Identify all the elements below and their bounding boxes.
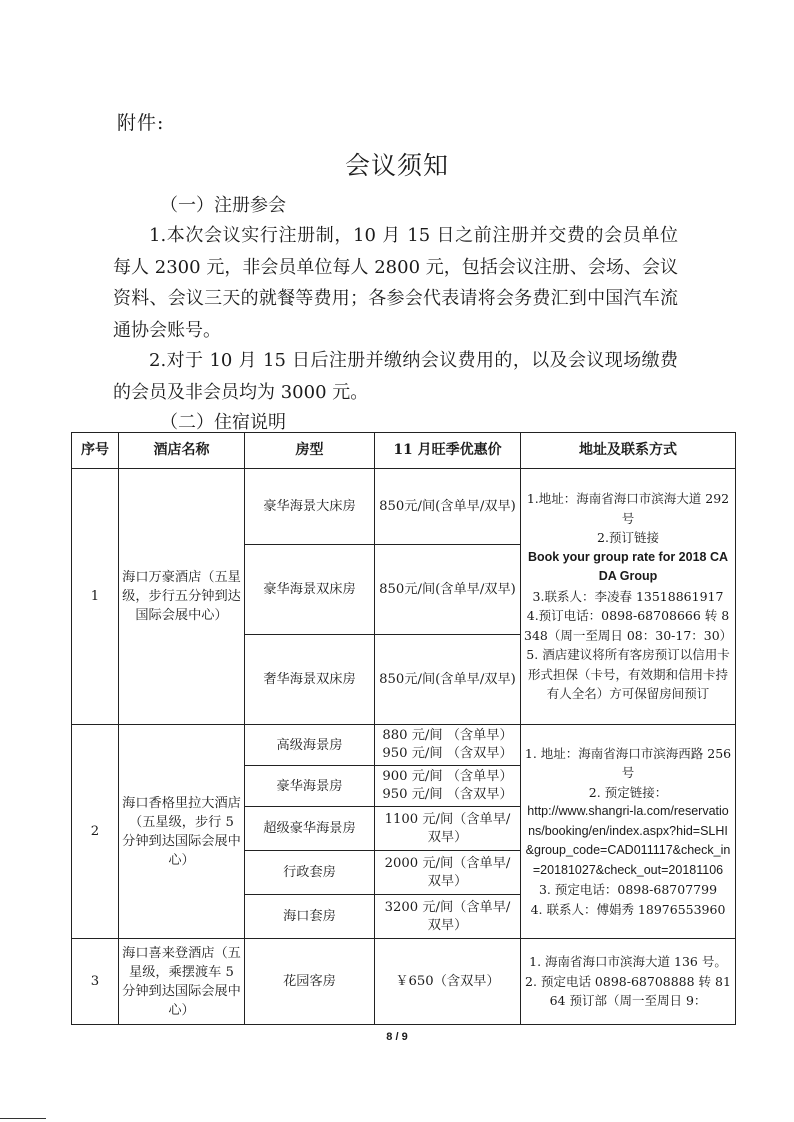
page-number: 8 / 9 — [386, 1031, 408, 1043]
table-header-row — [72, 433, 736, 469]
room-type: 奢华海景双床房 — [245, 635, 375, 725]
contact-line: 4. 联系人：傅娟秀 18976553960 — [530, 901, 726, 917]
room-price: 850元/间(含单早/双早) — [375, 545, 521, 635]
hotel-number: 3 — [72, 939, 119, 1025]
room-type: 行政套房 — [245, 851, 375, 895]
room-price: 850元/间(含单早/双早) — [375, 635, 521, 725]
page-title: 会议须知 — [344, 151, 449, 180]
price-line: 双早） — [427, 829, 468, 845]
corner-divider — [0, 1118, 46, 1119]
price-line: 双早） — [427, 873, 468, 889]
price-line: 950 元/间 （含双早） — [382, 787, 513, 802]
booking-link[interactable]: Book your group rate for 2018 CADA Group — [527, 549, 729, 584]
section-heading-registration: （一）注册参会 — [160, 195, 286, 216]
section-heading-accommodation: （二）住宿说明 — [160, 412, 286, 433]
hotel-name: 海口香格里拉大酒店（五星级，步行 5 分钟到达国际会展中心） — [119, 725, 245, 939]
price-line: 1100 元/间（含单早/ — [384, 811, 511, 827]
contact-line: 1. 地址：海南省海口市滨海西路 256 号 — [524, 745, 732, 781]
room-type: 豪华海景房 — [245, 766, 375, 807]
room-price: 850元/间(含单早/双早) — [375, 469, 521, 545]
room-price — [375, 851, 521, 895]
price-line: 3200 元/间（含单早/ — [384, 899, 511, 915]
booking-link[interactable]: http://www.shangri-la.com/reservations/booking/en/index.aspx?hid=SLHI&group_code=CAD011117&check_in=20181027&check_out=20181106 — [525, 804, 731, 877]
contact-line: 2. 预定电话 0898-68708888 转 8164 预订部（周一至周日 9： — [525, 973, 731, 1009]
table-row — [72, 725, 736, 766]
column-header: 房型 — [245, 433, 375, 469]
table-row — [72, 939, 736, 1025]
table-row — [72, 469, 736, 545]
paragraph-registration-1: 1.本次会议实行注册制，10 月 15 日之前注册并交费的会员单位每人 2300 元，非会员单位每人 2800 元，包括会议注册、会场、会议资料、会议三天的就餐等费用；各参会代表请将会务费汇到中国汽车流通协会账号。 — [113, 225, 678, 341]
room-type: 超级豪华海景房 — [245, 807, 375, 851]
column-header: 地址及联系方式 — [521, 433, 736, 469]
paragraph-registration-2: 2.对于 10 月 15 日后注册并缴纳会议费用的，以及会议现场缴费的会员及非会员均为 3000 元。 — [113, 350, 678, 403]
price-line: 900 元/间 （含单早） — [382, 769, 513, 784]
price-line: 880 元/间 （含单早） — [382, 728, 513, 743]
room-price: ￥650（含双早） — [375, 939, 521, 1025]
room-type: 花园客房 — [245, 939, 375, 1025]
hotel-number: 2 — [72, 725, 119, 939]
hotel-contact — [521, 469, 736, 725]
contact-line: 1. 海南省海口市滨海大道 136 号。 — [529, 954, 727, 970]
column-header: 序号 — [72, 433, 119, 469]
price-line: 2000 元/间（含单早/ — [384, 855, 511, 871]
hotel-contact — [521, 939, 736, 1025]
contact-line: 2.预订链接 — [597, 530, 659, 546]
hotel-number: 1 — [72, 469, 119, 725]
hotel-contact — [521, 725, 736, 939]
price-line: 双早） — [427, 917, 468, 933]
column-header: 11 月旺季优惠价 — [375, 433, 521, 469]
attachment-label: 附件: — [117, 112, 165, 134]
hotel-table — [71, 432, 736, 1025]
room-type: 豪华海景双床房 — [245, 545, 375, 635]
room-price — [375, 807, 521, 851]
contact-line: 1.地址：海南省海口市滨海大道 292 号 — [526, 491, 730, 526]
contact-line: 3.联系人：李凌春 13518861917 — [532, 588, 724, 604]
room-price — [375, 766, 521, 807]
contact-line: 3. 预定电话：0898-68707799 — [538, 882, 718, 898]
room-price — [375, 895, 521, 939]
contact-line: 5. 酒店建议将所有客房预订以信用卡形式担保（卡号，有效期和信用卡持有人全名）方可保留房间预订 — [526, 647, 730, 702]
contact-line: 2. 预定链接： — [588, 784, 668, 800]
price-line: 950 元/间 （含双早） — [382, 746, 513, 761]
room-type: 高级海景房 — [245, 725, 375, 766]
hotel-name: 海口万豪酒店（五星级，步行五分钟到达国际会展中心） — [119, 469, 245, 725]
room-price — [375, 725, 521, 766]
room-type: 豪华海景大床房 — [245, 469, 375, 545]
column-header: 酒店名称 — [119, 433, 245, 469]
hotel-name: 海口喜来登酒店（五星级，乘摆渡车 5 分钟到达国际会展中心） — [119, 939, 245, 1025]
contact-line: 4.预订电话：0898-68708666 转 8348（周一至周日 08：30-17：30） — [524, 608, 733, 643]
room-type: 海口套房 — [245, 895, 375, 939]
